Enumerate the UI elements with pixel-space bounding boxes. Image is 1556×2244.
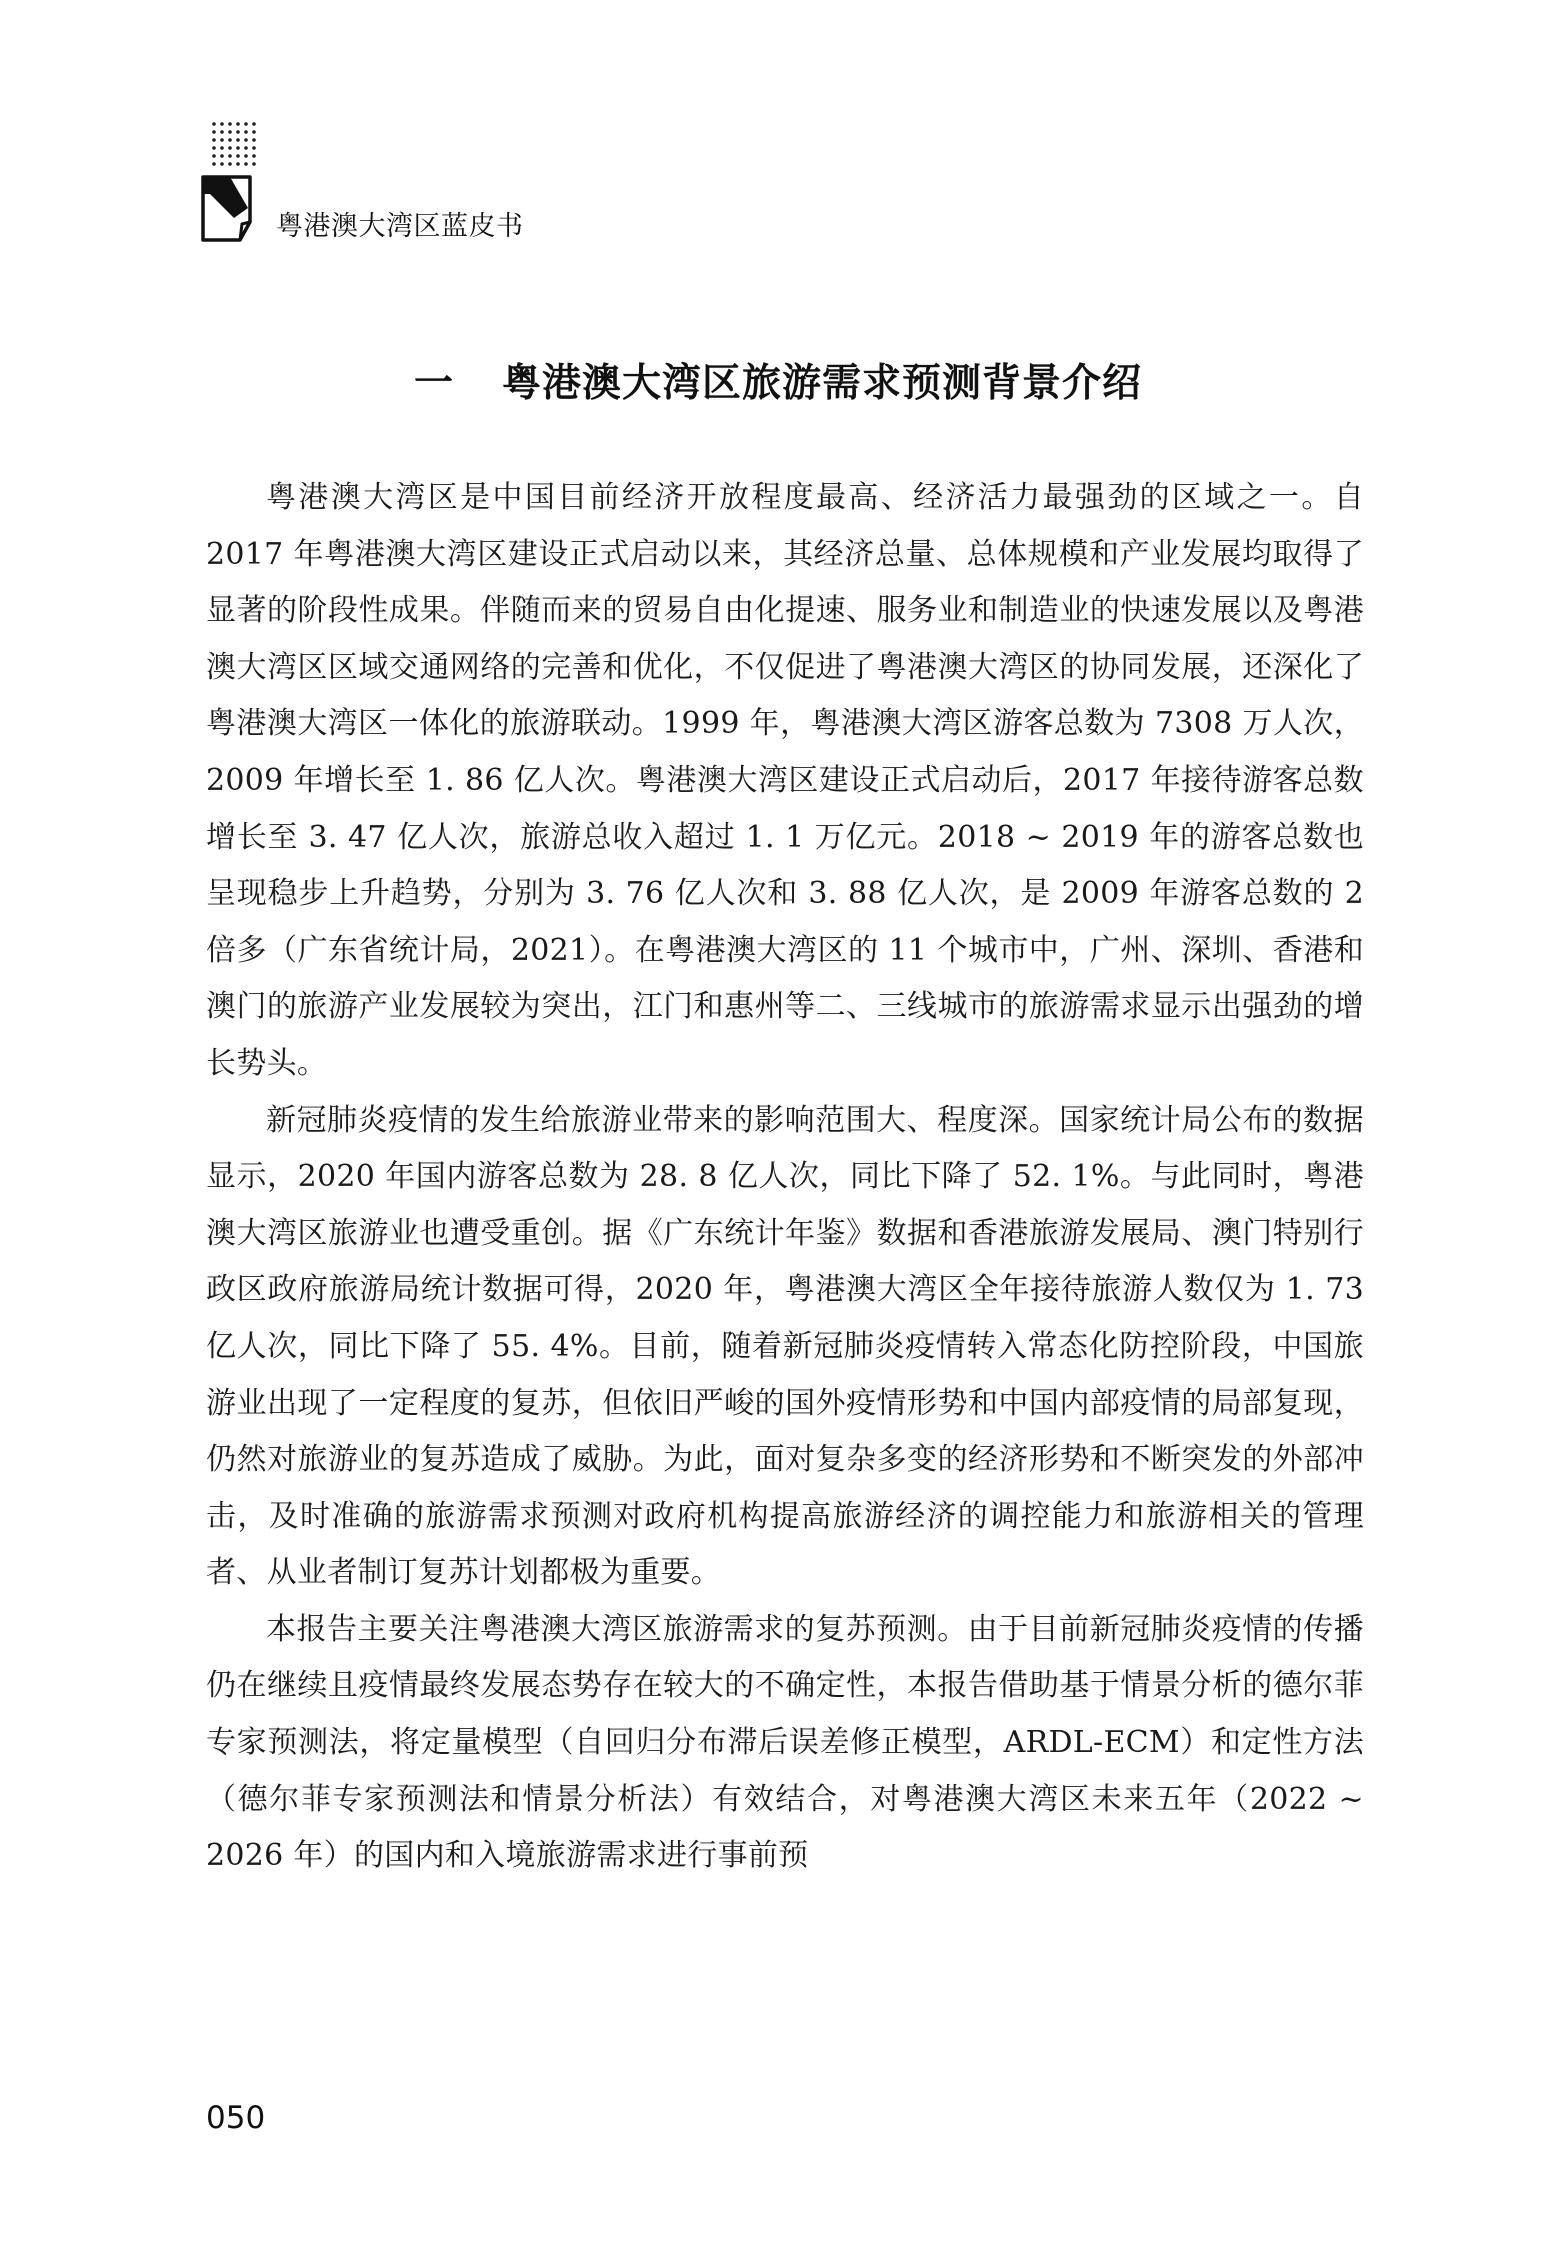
running-header: [200, 120, 600, 260]
section-number: 一: [413, 361, 454, 406]
book-bookmark-icon: [200, 174, 262, 244]
series-title: 粤港澳大湾区蓝皮书: [276, 211, 524, 242]
paragraph: 新冠肺炎疫情的发生给旅游业带来的影响范围大、程度深。国家统计局公布的数据显示，2020 年国内游客总数为 28. 8 亿人次，同比下降了 52. 1%。与此同时，粤港澳大湾区旅游业也遭受重创。据《广东统计年鉴》数据和香港旅游发展局、澳门特别行政区政府旅游局统计数据可得，2020 年，粤港澳大湾区全年接待旅游人数仅为 1. 73 亿人次，同比下降了 55. 4%。目前，随着新冠肺炎疫情转入常态化防控阶段，中国旅游业出现了一定程度的复苏，但依旧严峻的国外疫情形势和中国内部疫情的局部复现，仍然对旅游业的复苏造成了威胁。为此，面对复杂多变的经济形势和不断突发的外部冲击，及时准确的旅游需求预测对政府机构提高旅游经济的调控能力和旅游相关的管理者、从业者制订复苏计划都极为重要。: [206, 1102, 1364, 1591]
section-title: 粤港澳大湾区旅游需求预测背景介绍: [502, 361, 1143, 406]
dot-grid-decoration: [210, 120, 262, 168]
section-heading: [0, 352, 1556, 408]
paragraph: 本报告主要关注粤港澳大湾区旅游需求的复苏预测。由于目前新冠肺炎疫情的传播仍在继续且疫情最终发展态势存在较大的不确定性，本报告借助基于情景分析的德尔菲专家预测法，将定量模型（自回归分布滞后误差修正模型，ARDL-ECM）和定性方法（德尔菲专家预测法和情景分析法）有效结合，对粤港澳大湾区未来五年（2022 ~ 2026 年）的国内和入境旅游需求进行事前预: [206, 1611, 1364, 1874]
paragraph: 粤港澳大湾区是中国目前经济开放程度最高、经济活力最强劲的区域之一。自 2017 年粤港澳大湾区建设正式启动以来，其经济总量、总体规模和产业发展均取得了显著的阶段性成果。伴随而来的贸易自由化提速、服务业和制造业的快速发展以及粤港澳大湾区区域交通网络的完善和优化，不仅促进了粤港澳大湾区的协同发展，还深化了粤港澳大湾区一体化的旅游联动。1999 年，粤港澳大湾区游客总数为 7308 万人次，2009 年增长至 1. 86 亿人次。粤港澳大湾区建设正式启动后，2017 年接待游客总数增长至 3. 47 亿人次，旅游总收入超过 1. 1 万亿元。2018 ~ 2019 年的游客总数也呈现稳步上升趋势，分别为 3. 76 亿人次和 3. 88 亿人次，是 2009 年游客总数的 2 倍多（广东省统计局，2021）。在粤港澳大湾区的 11 个城市中，广州、深圳、香港和澳门的旅游产业发展较为突出，江门和惠州等二、三线城市的旅游需求显示出强劲的增长势头。: [206, 480, 1364, 1081]
body-text: [206, 470, 1364, 1885]
page-number: 050: [206, 2100, 266, 2136]
